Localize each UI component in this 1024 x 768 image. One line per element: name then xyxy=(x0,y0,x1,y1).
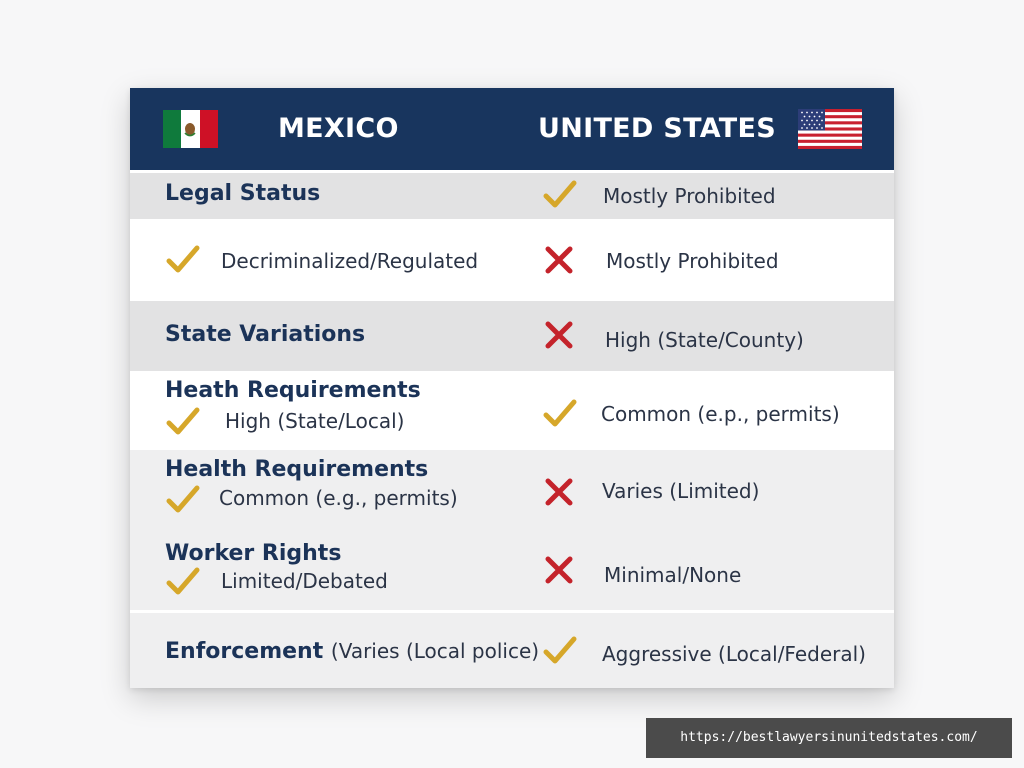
check-icon xyxy=(165,482,201,518)
row-legal-status-detail xyxy=(130,222,894,298)
row-state-variations xyxy=(130,301,894,371)
mexico-status-text: High (State/Local) xyxy=(225,409,405,433)
us-status-text: High (State/County) xyxy=(605,328,804,352)
us-flag-icon xyxy=(798,109,862,149)
comparison-card xyxy=(130,88,894,688)
check-icon xyxy=(165,564,201,600)
row-health-requirements xyxy=(130,450,894,530)
cross-icon xyxy=(543,319,575,351)
us-status-text: Minimal/None xyxy=(604,563,742,587)
us-status-text: Mostly Prohibited xyxy=(606,249,779,273)
us-status-text: Common (e.p., permits) xyxy=(601,402,840,426)
check-icon xyxy=(542,396,578,432)
row-legal-status xyxy=(130,173,894,219)
check-icon xyxy=(165,242,201,278)
row-label: Legal Status xyxy=(165,181,321,206)
check-icon xyxy=(542,633,578,669)
row-enforcement xyxy=(130,613,894,688)
mexico-status-text: Limited/Debated xyxy=(221,569,388,593)
mexico-flag-icon xyxy=(163,110,218,148)
check-icon xyxy=(542,177,578,213)
row-heath-requirements xyxy=(130,374,894,450)
us-status-text: Mostly Prohibited xyxy=(603,184,776,208)
watermark-url: https://bestlawyersinunitedstates.com/ xyxy=(646,718,1012,758)
us-status-text: Varies (Limited) xyxy=(602,479,760,503)
mexico-column-title: MEXICO xyxy=(278,113,399,144)
cross-icon xyxy=(543,476,575,508)
cross-icon xyxy=(543,554,575,586)
row-worker-rights xyxy=(130,530,894,610)
row-label-text: Enforcement xyxy=(165,639,324,664)
row-label: Heath Requirements xyxy=(165,378,421,403)
row-label: Health Requirements xyxy=(165,457,429,482)
row-label xyxy=(165,637,539,666)
check-icon xyxy=(165,404,201,440)
table-header xyxy=(130,88,894,170)
cross-icon xyxy=(543,244,575,276)
row-label-note: (Varies (Local police) xyxy=(330,639,540,663)
row-label: Worker Rights xyxy=(165,541,342,566)
us-column-title: UNITED STATES xyxy=(538,113,777,144)
row-label: State Variations xyxy=(165,322,366,347)
mexico-status-text: Common (e.g., permits) xyxy=(219,486,458,510)
us-status-text: Aggressive (Local/Federal) xyxy=(602,642,866,666)
mexico-status-text: Decriminalized/Regulated xyxy=(221,249,479,273)
